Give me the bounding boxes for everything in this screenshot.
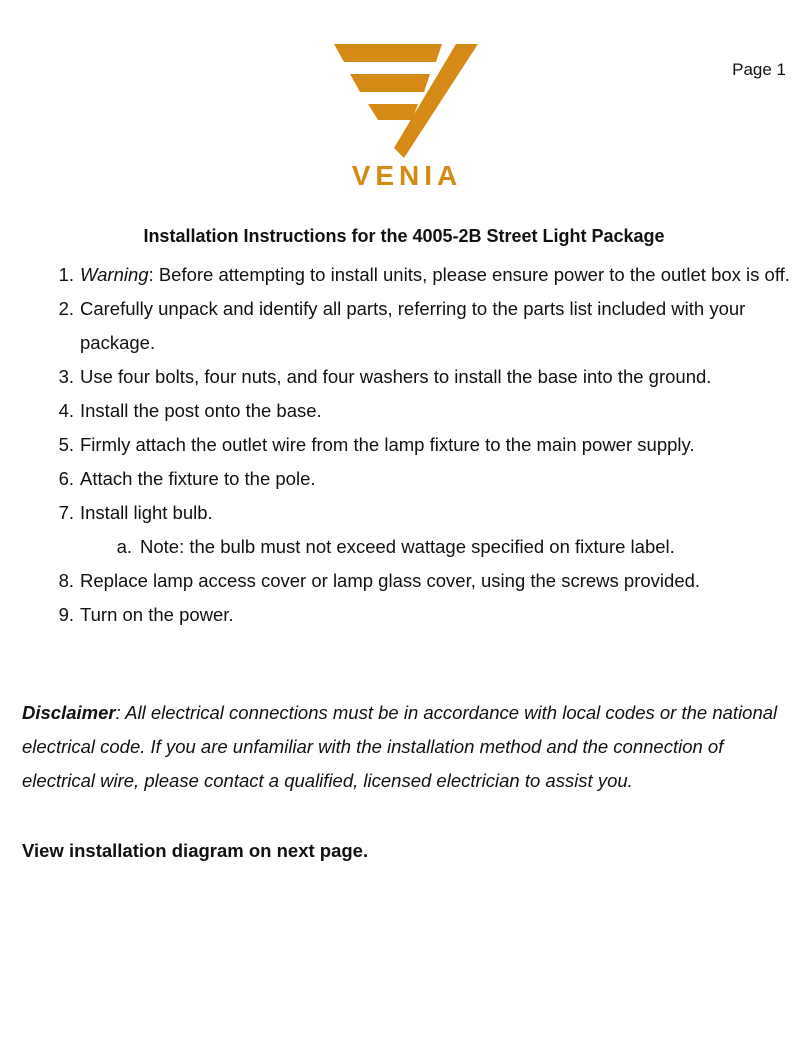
instruction-list (0, 258, 800, 632)
list-item (0, 394, 800, 428)
step-text: Attach the fixture to the pole. (80, 468, 316, 489)
list-item (0, 462, 800, 496)
step-number: 3. (58, 366, 74, 387)
step-text: Use four bolts, four nuts, and four washers to install the base into the ground. (80, 366, 712, 387)
disclaimer-text: : All electrical connections must be in accordance with local codes or the national electrical code. If you are unfamiliar with the installation method and the connection of electrical wire, please contact a qualified, licensed electrician to assist you. (22, 702, 778, 791)
step-number: 1. (58, 264, 74, 285)
document-title: Installation Instructions for the 4005-2B Street Light Package (143, 226, 665, 246)
step-number: 6. (58, 468, 74, 489)
step-text: Install light bulb. (80, 502, 213, 523)
substep-text: Note: the bulb must not exceed wattage specified on fixture label. (140, 536, 675, 557)
list-item (0, 292, 800, 360)
sub-list-item (0, 530, 800, 564)
list-item (0, 258, 800, 292)
list-item (0, 564, 800, 598)
step-number: 2. (58, 298, 74, 319)
step-text: Carefully unpack and identify all parts, referring to the parts list included with your package. (80, 298, 746, 353)
step-number: 7. (58, 502, 74, 523)
venia-logo (332, 40, 482, 192)
list-item (0, 496, 800, 530)
list-item (0, 428, 800, 462)
venia-logo-mark-icon (332, 40, 482, 160)
step-text: Turn on the power. (80, 604, 234, 625)
step-number: 8. (58, 570, 74, 591)
next-page-note: View installation diagram on next page. (22, 840, 369, 861)
step-number: 9. (58, 604, 74, 625)
step-text: Replace lamp access cover or lamp glass cover, using the screws provided. (80, 570, 701, 591)
disclaimer-label: Disclaimer (22, 702, 116, 723)
list-item (0, 360, 800, 394)
step-number: 5. (58, 434, 74, 455)
substep-letter: a. (116, 536, 132, 557)
disclaimer-paragraph (22, 696, 782, 798)
step-text (80, 258, 800, 292)
step-text: Firmly attach the outlet wire from the lamp fixture to the main power supply. (80, 434, 695, 455)
page-number: Page 1 (732, 60, 786, 79)
warning-label: Warning (80, 264, 149, 285)
list-item (0, 598, 800, 632)
logo-wordmark: VENIA (351, 160, 463, 191)
step-number: 4. (58, 400, 74, 421)
step-text: Install the post onto the base. (80, 400, 322, 421)
step-body: : Before attempting to install units, please ensure power to the outlet box is off. (148, 264, 790, 285)
